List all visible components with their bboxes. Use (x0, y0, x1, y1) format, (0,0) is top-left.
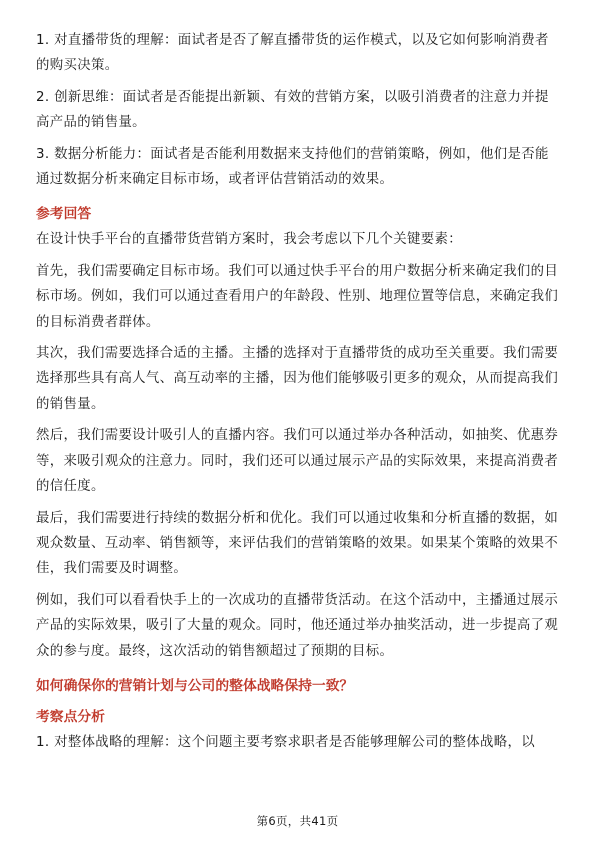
criteria-item-2: 2. 创新思维：面试者是否能提出新颖、有效的营销方案，以吸引消费者的注意力并提高产品的销售量。 (36, 89, 549, 131)
page-number: 第6页，共41页 (256, 814, 339, 828)
analysis-subheading: 考察点分析 (36, 708, 105, 725)
analysis-item-1: 1. 对整体战略的理解：这个问题主要考察求职者是否能够理解公司的整体战略，以 (36, 734, 536, 750)
answer-paragraph-4: 最后，我们需要进行持续的数据分析和优化。我们可以通过收集和分析直播的数据，如观众数量、互动率、销售额等，来评估我们的营销策略的效果。如果某个策略的效果不佳，我们需要及时调整。 (36, 510, 559, 577)
answer-paragraph-3: 然后，我们需要设计吸引人的直播内容。我们可以通过举办各种活动，如抽奖、优惠券等，来吸引观众的注意力。同时，我们还可以通过展示产品的实际效果，来提高消费者的信任度。 (36, 428, 559, 495)
question-title: 如何确保你的营销计划与公司的整体战略保持一致？ (36, 677, 354, 694)
answer-intro: 在设计快手平台的直播带货营销方案时，我会考虑以下几个关键要素： (36, 232, 462, 248)
answer-paragraph-5: 例如，我们可以看看快手上的一次成功的直播带货活动。在这个活动中，主播通过展示产品的实际效果，吸引了大量的观众。同时，他还通过举办抽奖活动，进一步提高了观众的参与度。最终，这次活动的销售额超过了预期的目标。 (36, 592, 559, 659)
criteria-item-1: 1. 对直播带货的理解：面试者是否了解直播带货的运作模式，以及它如何影响消费者的购买决策。 (36, 33, 549, 74)
criteria-item-3: 3. 数据分析能力：面试者是否能利用数据来支持他们的营销策略，例如，他们是否能通过数据分析来确定目标市场，或者评估营销活动的效果。 (36, 146, 549, 188)
document-page (36, 28, 559, 755)
answer-paragraph-1: 首先，我们需要确定目标市场。我们可以通过快手平台的用户数据分析来确定我们的目标市场。例如，我们可以通过查看用户的年龄段、性别、地理位置等信息，来确定我们的目标消费者群体。 (36, 263, 559, 330)
answer-paragraph-2: 其次，我们需要选择合适的主播。主播的选择对于直播带货的成功至关重要。我们需要选择那些具有高人气、高互动率的主播，因为他们能够吸引更多的观众，从而提高我们的销售量。 (36, 346, 559, 412)
reference-answer-heading: 参考回答 (36, 206, 92, 223)
